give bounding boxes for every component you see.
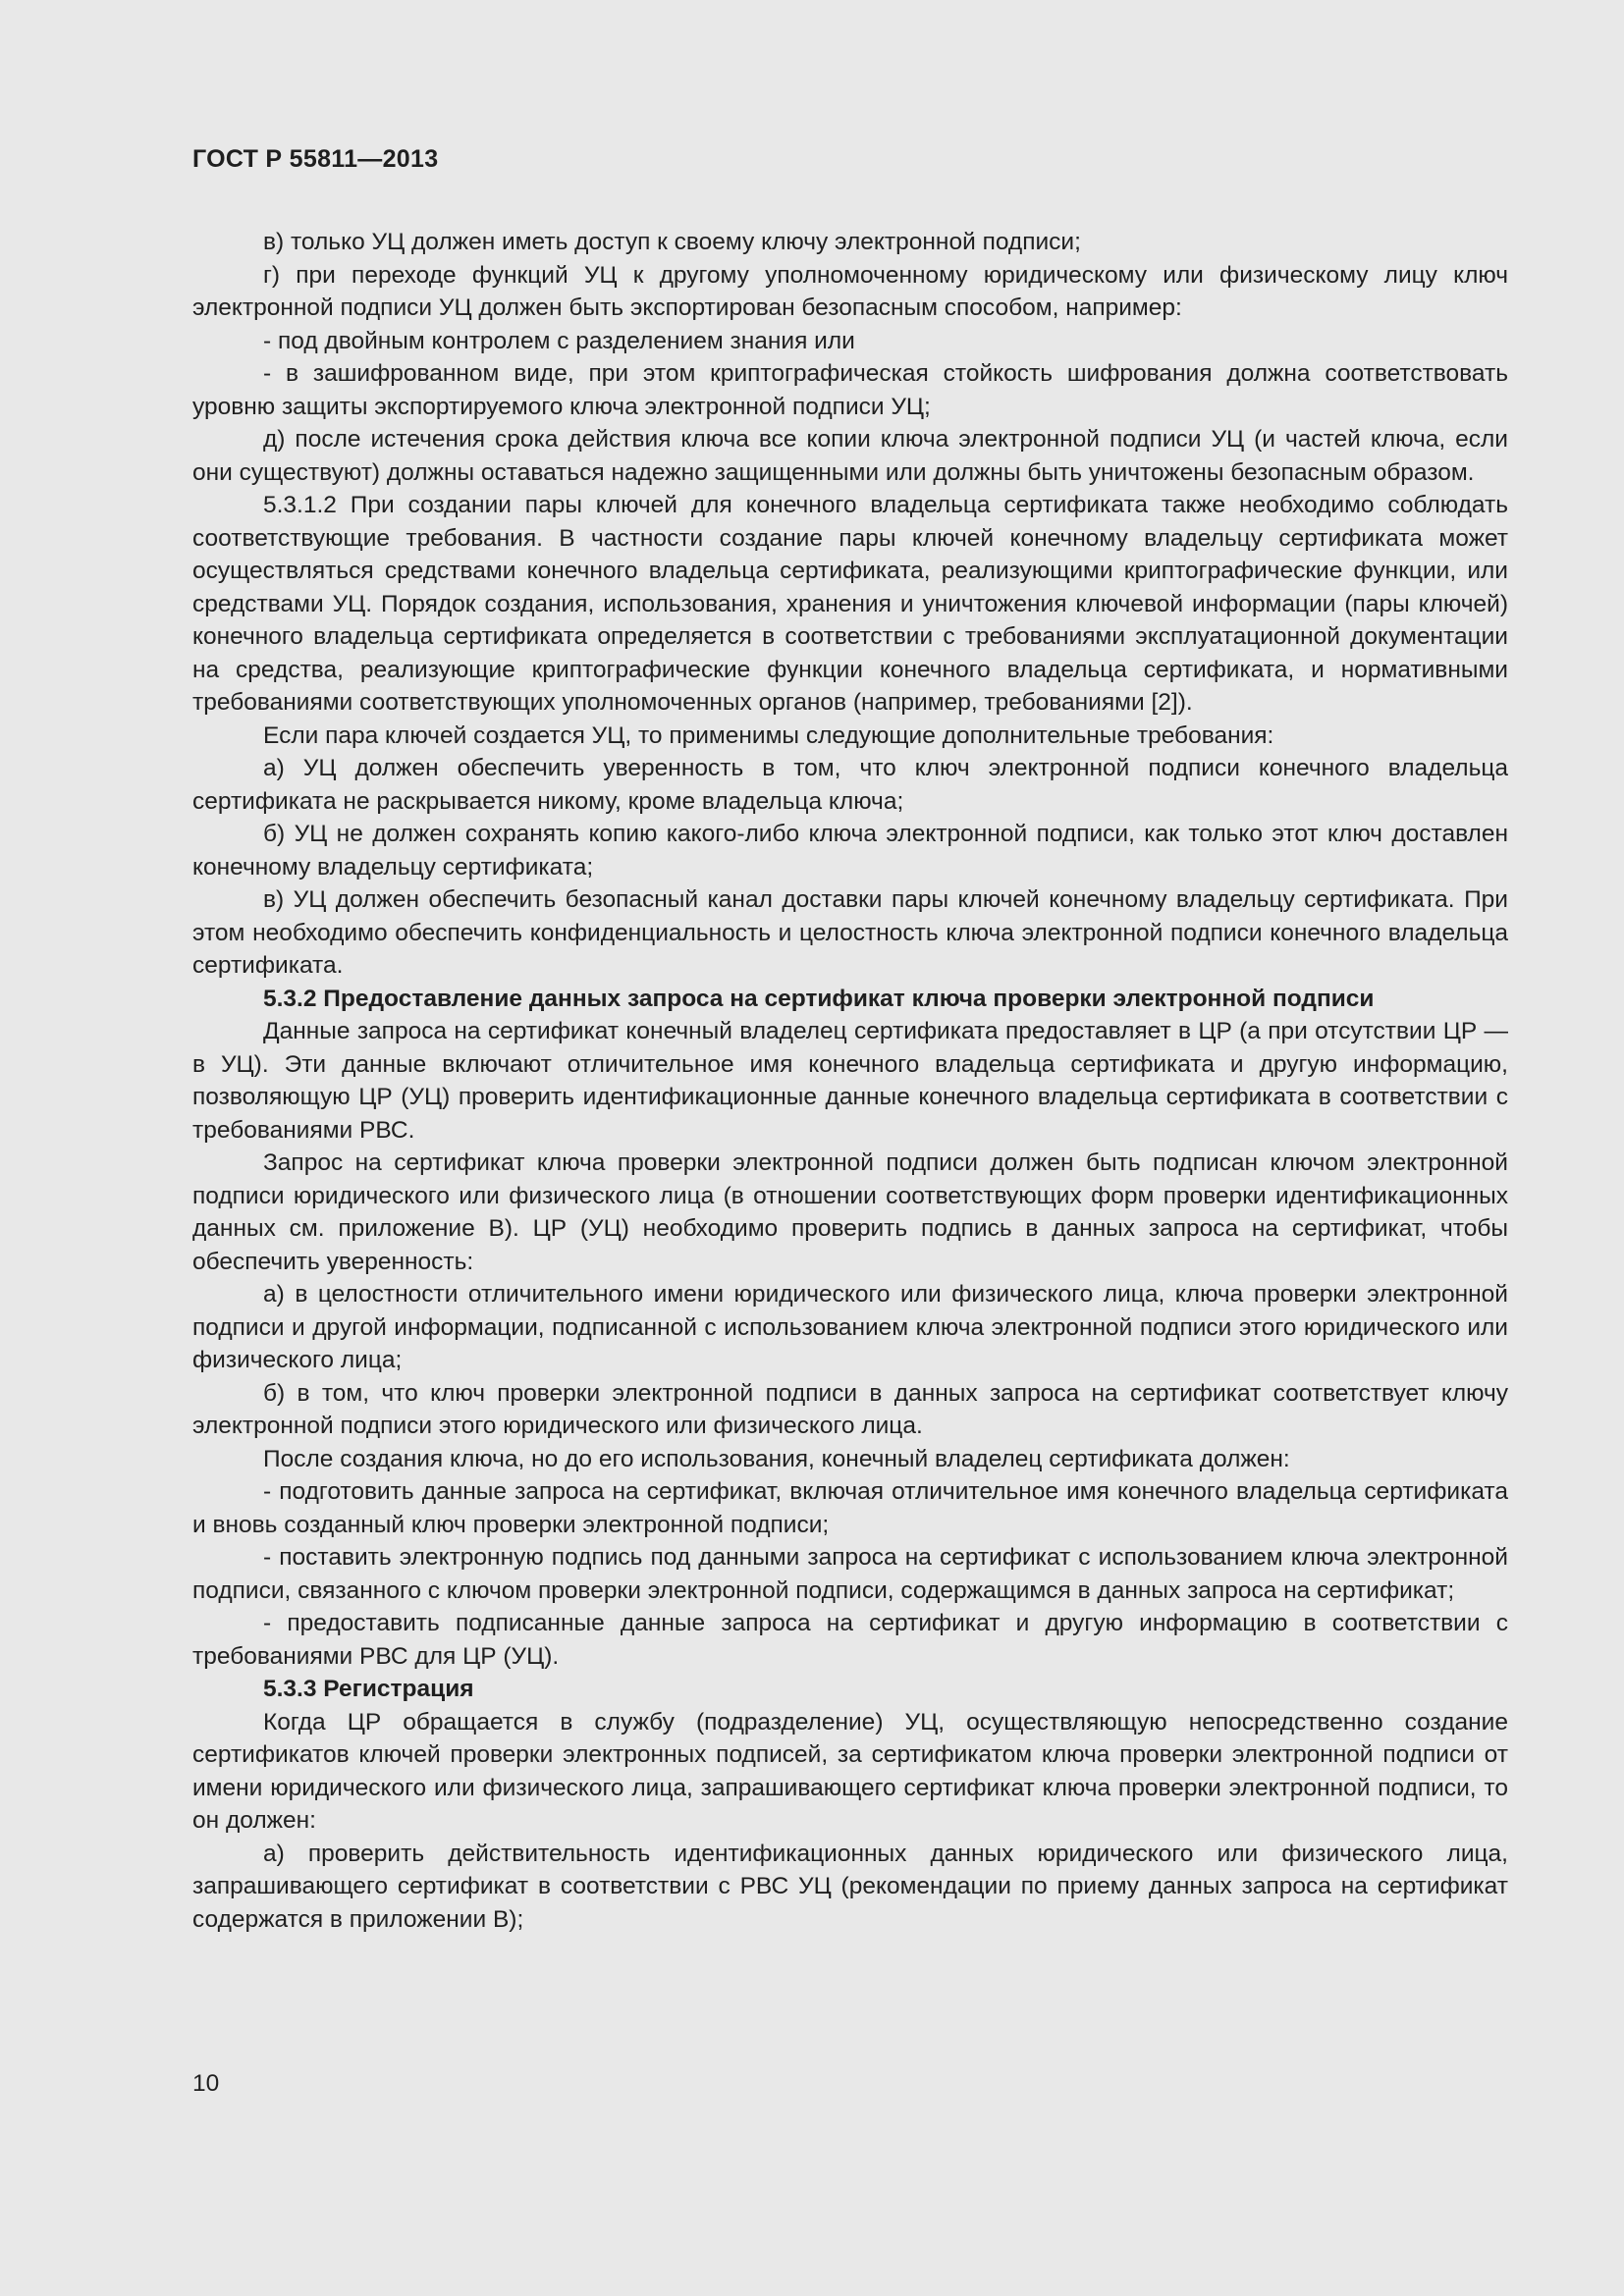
list-item: а) проверить действительность идентификационных данных юридического или физического лица, запрашивающего сертификат в соответствии с РВС УЦ (рекомендации по приему данных запроса на сертификат содержатся в приложении В); xyxy=(192,1840,1508,1933)
paragraph: Запрос на сертификат ключа проверки электронной подписи должен быть подписан ключом электронной подписи юридического или физического лица (в отношении соответствующих форм проверки идентификационных данных см. приложение В). ЦР (УЦ) необходимо проверить подпись в данных запроса на сертификат, чтобы обеспечить уверенность: xyxy=(192,1149,1508,1275)
section-heading-532: 5.3.2 Предоставление данных запроса на сертификат ключа проверки электронной подписи xyxy=(263,985,1375,1012)
list-item: - под двойным контролем с разделением знания или xyxy=(263,327,855,354)
paragraph: Когда ЦР обращается в службу (подразделение) УЦ, осуществляющую непосредственно создание сертификатов ключей проверки электронных подписей, за сертификатом ключа проверки электронной подписи от имени юридического или физического лица, запрашивающего сертификат ключа проверки электронной подписи, то он должен: xyxy=(192,1708,1508,1834)
list-item: а) в целостности отличительного имени юридического или физического лица, ключа проверки электронной подписи и другой информации, подписанной с использованием ключа электронной подписи этого юридического или физического лица; xyxy=(192,1281,1508,1373)
list-item: - поставить электронную подпись под данными запроса на сертификат с использованием ключа электронной подписи, связанного с ключом проверки электронной подписи, содержащимся в данных запроса на сертификат; xyxy=(192,1544,1508,1604)
standard-header: ГОСТ Р 55811—2013 xyxy=(192,145,439,173)
paragraph: После создания ключа, но до его использования, конечный владелец сертификата должен: xyxy=(263,1445,1290,1472)
list-item: а) УЦ должен обеспечить уверенность в том, что ключ электронной подписи конечного владельца сертификата не раскрывается никому, кроме владельца ключа; xyxy=(192,755,1508,815)
list-item: б) в том, что ключ проверки электронной подписи в данных запроса на сертификат соответствует ключу электронной подписи этого юридического или физического лица. xyxy=(192,1379,1508,1439)
list-item: б) УЦ не должен сохранять копию какого-либо ключа электронной подписи, как только этот ключ доставлен конечному владельцу сертификата; xyxy=(192,821,1508,881)
paragraph: Данные запроса на сертификат конечный владелец сертификата предоставляет в ЦР (а при отсутствии ЦР — в УЦ). Эти данные включают отличительное имя конечного владельца сертификата и другую информацию, позволяющую ЦР (УЦ) проверить идентификационные данные конечного владельца сертификата в соответствии с требованиями РВС. xyxy=(192,1018,1508,1144)
list-item: - в зашифрованном виде, при этом криптографическая стойкость шифрования должна соответствовать уровню защиты экспортируемого ключа электронной подписи УЦ; xyxy=(192,360,1508,420)
paragraph: в) только УЦ должен иметь доступ к своему ключу электронной подписи; xyxy=(263,229,1081,255)
paragraph: г) при переходе функций УЦ к другому уполномоченному юридическому или физическому лицу ключ электронной подписи УЦ должен быть экспортирован безопасным способом, например: xyxy=(192,261,1508,321)
list-item: в) УЦ должен обеспечить безопасный канал доставки пары ключей конечному владельцу сертификата. При этом необходимо обеспечить конфиденциальность и целостность ключа электронной подписи конечного владельца сертификата. xyxy=(192,886,1508,979)
section-heading-533: 5.3.3 Регистрация xyxy=(263,1676,474,1702)
page-body xyxy=(192,226,1508,1936)
paragraph: Если пара ключей создается УЦ, то применимы следующие дополнительные требования: xyxy=(263,721,1274,749)
list-item: - предоставить подписанные данные запроса на сертификат и другую информацию в соответствии с требованиями РВС для ЦР (УЦ). xyxy=(192,1610,1508,1670)
paragraph: 5.3.1.2 При создании пары ключей для конечного владельца сертификата также необходимо соблюдать соответствующие требования. В частности создание пары ключей конечному владельцу сертификата может осуществляться средствами конечного владельца сертификата, реализующими криптографические функции, или средствами УЦ. Порядок создания, использования, хранения и уничтожения ключевой информации (пары ключей) конечного владельца сертификата определяется в соответствии с требованиями эксплуатационной документации на средства, реализующие криптографические функции конечного владельца сертификата, и нормативными требованиями соответствующих уполномоченных органов (например, требованиями [2]). xyxy=(192,492,1508,716)
list-item: - подготовить данные запроса на сертификат, включая отличительное имя конечного владельца сертификата и вновь созданный ключ проверки электронной подписи; xyxy=(192,1478,1508,1538)
page-number: 10 xyxy=(192,2070,220,2097)
paragraph: д) после истечения срока действия ключа все копии ключа электронной подписи УЦ (и частей ключа, если они существуют) должны оставаться надежно защищенными или должны быть уничтожены безопасным образом. xyxy=(192,426,1508,486)
